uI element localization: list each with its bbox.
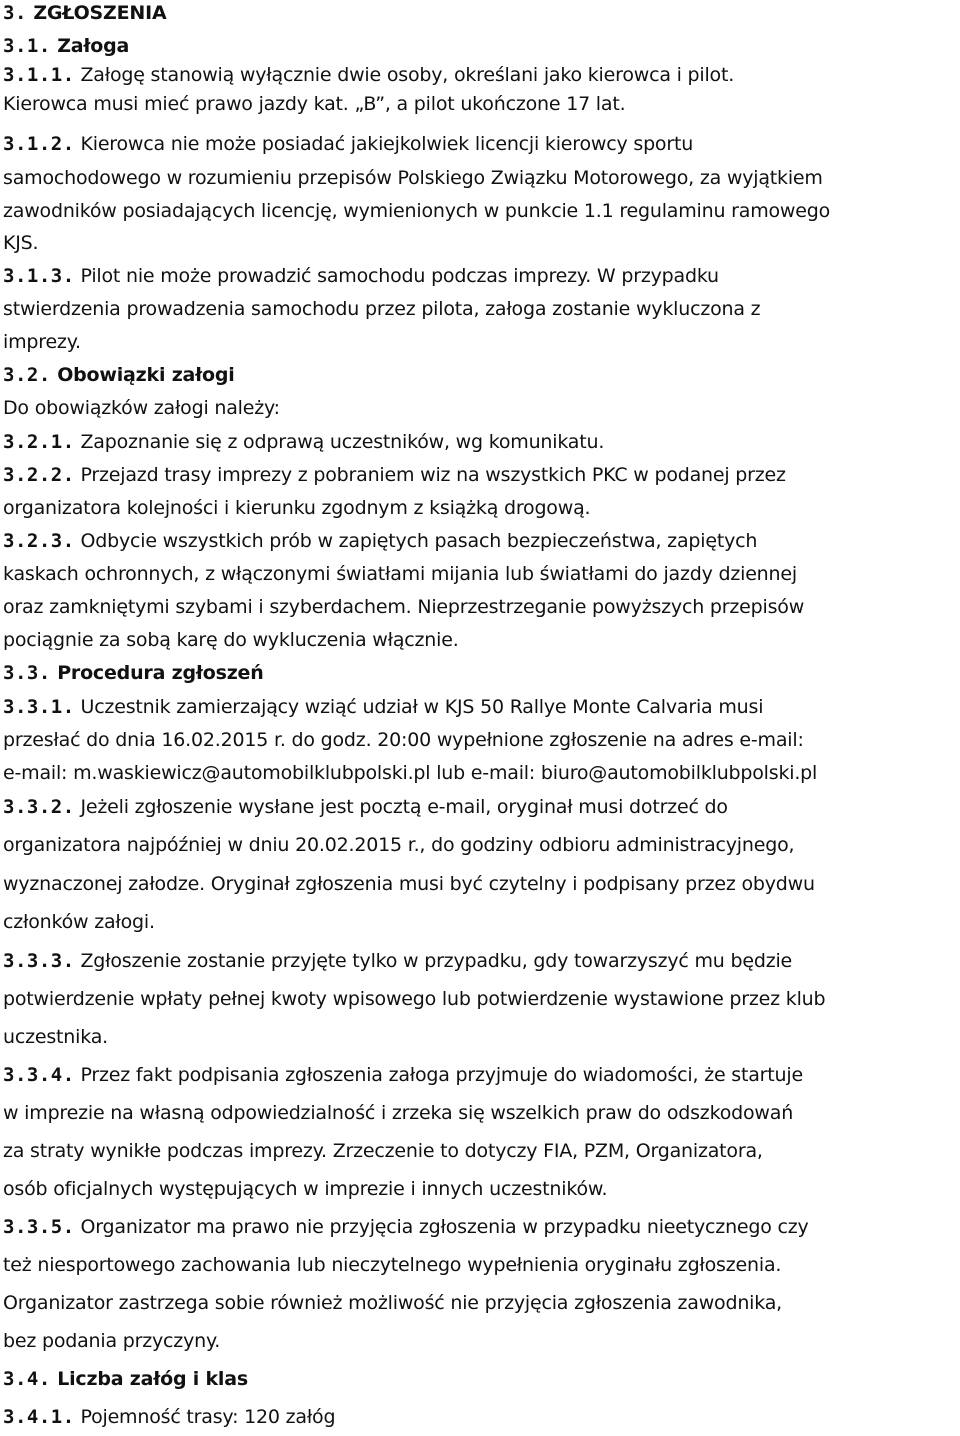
para-3-1-3-line-1: 3.1.3. Pilot nie może prowadzić samochodu podczas imprezy. W przypadku	[3, 265, 719, 287]
section-3-2-heading: 3.2. Obowiązki załogi	[3, 364, 235, 386]
section-3-1-heading: 3.1. Załoga	[3, 35, 130, 57]
section-3-2-intro: Do obowiązków załogi należy:	[3, 397, 280, 419]
para-3-3-5-line-4: bez podania przyczyny.	[3, 1330, 221, 1352]
para-3-3-1-line-1: 3.3.1. Uczestnik zamierzający wziąć udział w KJS 50 Rallye Monte Calvaria musi	[3, 696, 764, 718]
para-3-3-3-line-2: potwierdzenie wpłaty pełnej kwoty wpisowego lub potwierdzenie wystawione przez klub	[3, 988, 826, 1010]
para-3-3-4-line-1: 3.3.4. Przez fakt podpisania zgłoszenia załoga przyjmuje do wiadomości, że startuje	[3, 1064, 803, 1086]
para-3-3-3-line-3: uczestnika.	[3, 1026, 108, 1048]
para-3-3-2-line-3: wyznaczonej załodze. Oryginał zgłoszenia musi być czytelny i podpisany przez obydwu	[3, 873, 815, 895]
para-3-1-1-line-1: 3.1.1. Załogę stanowią wyłącznie dwie osoby, określani jako kierowca i pilot.	[3, 64, 735, 86]
para-3-3-4-line-4: osób oficjalnych występujących w imprezie i innych uczestników.	[3, 1178, 608, 1200]
para-3-2-3-line-4: pociągnie za sobą karę do wykluczenia włącznie.	[3, 629, 459, 651]
para-3-3-5-line-2: też niesportowego zachowania lub nieczytelnego wypełnienia oryginału zgłoszenia.	[3, 1254, 782, 1276]
para-3-1-3-line-2: stwierdzenia prowadzenia samochodu przez pilota, załoga zostanie wykluczona z	[3, 298, 761, 320]
para-3-1-2-line-3: zawodników posiadających licencję, wymienionych w punkcie 1.1 regulaminu ramowego	[3, 200, 831, 222]
para-3-3-2-line-1: 3.3.2. Jeżeli zgłoszenie wysłane jest pocztą e-mail, oryginał musi dotrzeć do	[3, 796, 728, 818]
para-3-1-2-line-1: 3.1.2. Kierowca nie może posiadać jakiejkolwiek licencji kierowcy sportu	[3, 133, 694, 155]
para-3-3-3-line-1: 3.3.3. Zgłoszenie zostanie przyjęte tylko w przypadku, gdy towarzyszyć mu będzie	[3, 950, 793, 972]
para-3-3-1-line-2: przesłać do dnia 16.02.2015 r. do godz. 20:00 wypełnione zgłoszenie na adres e-mail:	[3, 729, 804, 751]
para-3-1-2-line-2: samochodowego w rozumieniu przepisów Polskiego Związku Motorowego, za wyjątkiem	[3, 167, 823, 189]
para-3-1-3-line-3: imprezy.	[3, 331, 81, 353]
para-3-3-2-line-4: członków załogi.	[3, 911, 155, 933]
section-3-4-heading: 3.4. Liczba załóg i klas	[3, 1368, 248, 1390]
para-3-3-1-line-3: e-mail: m.waskiewicz@automobilklubpolski.pl lub e-mail: biuro@automobilklubpolski.pl	[3, 762, 818, 784]
para-3-2-3-line-3: oraz zamkniętymi szybami i szyberdachem. Nieprzestrzeganie powyższych przepisów	[3, 596, 805, 618]
para-3-4-1-line-1: 3.4.1. Pojemność trasy: 120 załóg	[3, 1406, 336, 1428]
para-3-2-1-line-1: 3.2.1. Zapoznanie się z odprawą uczestników, wg komunikatu.	[3, 431, 605, 453]
para-3-3-4-line-2: w imprezie na własną odpowiedzialność i zrzeka się wszelkich praw do odszkodowań	[3, 1102, 794, 1124]
para-3-3-2-line-2: organizatora najpóźniej w dniu 20.02.2015 r., do godziny odbioru administracyjnego,	[3, 834, 795, 856]
para-3-2-2-line-2: organizatora kolejności i kierunku zgodnym z książką drogową.	[3, 497, 591, 519]
para-3-3-4-line-3: za straty wynikłe podczas imprezy. Zrzeczenie to dotyczy FIA, PZM, Organizatora,	[3, 1140, 763, 1162]
para-3-3-5-line-3: Organizator zastrzega sobie również możliwość nie przyjęcia zgłoszenia zawodnika,	[3, 1292, 783, 1314]
para-3-1-2-line-4: KJS.	[3, 232, 39, 254]
para-3-2-3-line-2: kaskach ochronnych, z włączonymi światłami mijania lub światłami do jazdy dziennej	[3, 563, 797, 585]
para-3-3-5-line-1: 3.3.5. Organizator ma prawo nie przyjęcia zgłoszenia w przypadku nieetycznego czy	[3, 1216, 809, 1238]
para-3-1-1-line-2: Kierowca musi mieć prawo jazdy kat. „B”, a pilot ukończone 17 lat.	[3, 93, 626, 115]
para-3-2-3-line-1: 3.2.3. Odbycie wszystkich prób w zapiętych pasach bezpieczeństwa, zapiętych	[3, 530, 758, 552]
section-3-3-heading: 3.3. Procedura zgłoszeń	[3, 662, 264, 684]
para-3-2-2-line-1: 3.2.2. Przejazd trasy imprezy z pobraniem wiz na wszystkich PKC w podanej przez	[3, 464, 786, 486]
section-3-heading: 3. ZGŁOSZENIA	[3, 2, 167, 24]
